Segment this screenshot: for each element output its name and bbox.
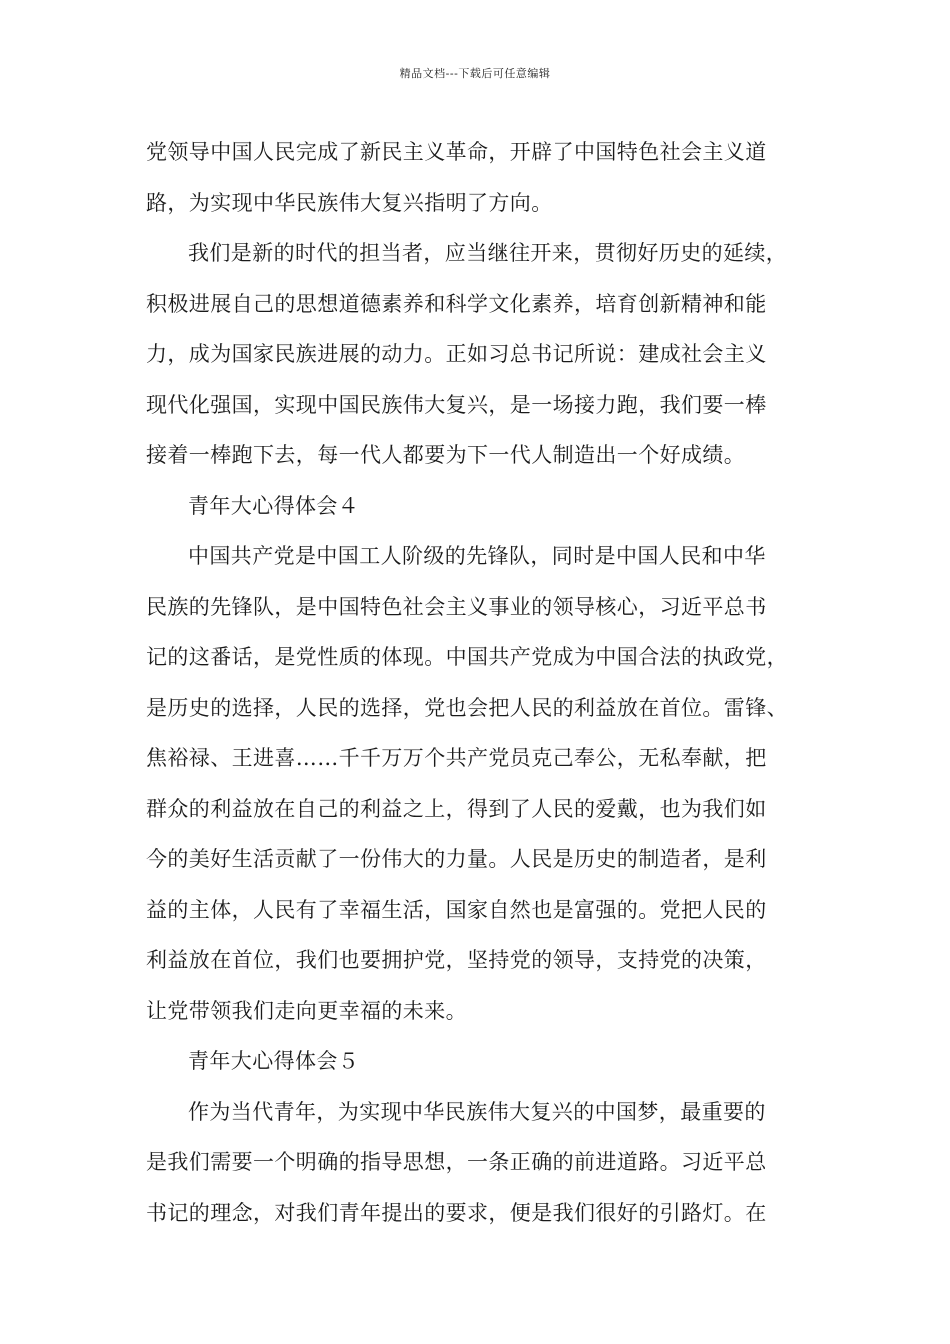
text-line: 益的主体，人民有了幸福生活，国家自然也是富强的。党把人民的 — [146, 897, 767, 922]
text-line: 今的美好生活贡献了一份伟大的力量。人民是历史的制造者，是利 — [146, 847, 767, 871]
text-line: 利益放在首位，我们也要拥护党，坚持党的领导，支持党的决策， — [146, 948, 767, 972]
text-line: 焦裕禄、王进喜……千千万万个共产党员克己奉公，无私奉献，把 — [146, 746, 767, 770]
page-header: 精品文档---下载后可任意编辑 — [399, 67, 551, 80]
text-line: 党领导中国人民完成了新民主义革命，开辟了中国特色社会主义道 — [146, 140, 767, 164]
section-title: 青年大心得体会４ — [188, 493, 360, 518]
text-line: 记的这番话，是党性质的体现。中国共产党成为中国合法的执政党， — [146, 645, 788, 669]
text-line: 我们是新的时代的担当者，应当继往开来，贯彻好历史的延续， — [188, 241, 788, 265]
section-title: 青年大心得体会５ — [188, 1049, 360, 1073]
text-line: 接着一棒跑下去，每一代人都要为下一代人制造出一个好成绩。 — [146, 443, 746, 467]
text-line: 让党带领我们走向更幸福的未来。 — [146, 998, 467, 1023]
paragraph — [146, 1087, 826, 1239]
section-heading — [146, 1036, 826, 1087]
text-line: 是我们需要一个明确的指导思想，一条正确的前进道路。习近平总 — [146, 1150, 767, 1174]
text-line: 现代化强国，实现中国民族伟大复兴，是一场接力跑，我们要一棒 — [146, 392, 767, 417]
text-line: 积极进展自己的思想道德素养和科学文化素养，培育创新精神和能 — [146, 291, 767, 316]
text-line: 力，成为国家民族进展的动力。正如习总书记所说：建成社会主义 — [146, 342, 767, 366]
text-line: 路，为实现中华民族伟大复兴指明了方向。 — [146, 190, 553, 215]
text-line: 中国共产党是中国工人阶级的先锋队，同时是中国人民和中华 — [188, 544, 766, 568]
paragraph — [146, 127, 826, 228]
text-line: 是历史的选择，人民的选择，党也会把人民的利益放在首位。雷锋、 — [146, 695, 788, 720]
document-body — [146, 127, 826, 1238]
text-line: 作为当代青年，为实现中华民族伟大复兴的中国梦，最重要的 — [188, 1099, 766, 1124]
section-heading — [146, 481, 826, 532]
text-line: 群众的利益放在自己的利益之上，得到了人民的爱戴，也为我们如 — [146, 796, 767, 821]
text-line: 书记的理念，对我们青年提出的要求，便是我们很好的引路灯。在 — [146, 1200, 767, 1225]
paragraph — [146, 228, 826, 481]
text-line: 民族的先锋队，是中国特色社会主义事业的领导核心，习近平总书 — [146, 594, 767, 619]
paragraph — [146, 531, 826, 1036]
